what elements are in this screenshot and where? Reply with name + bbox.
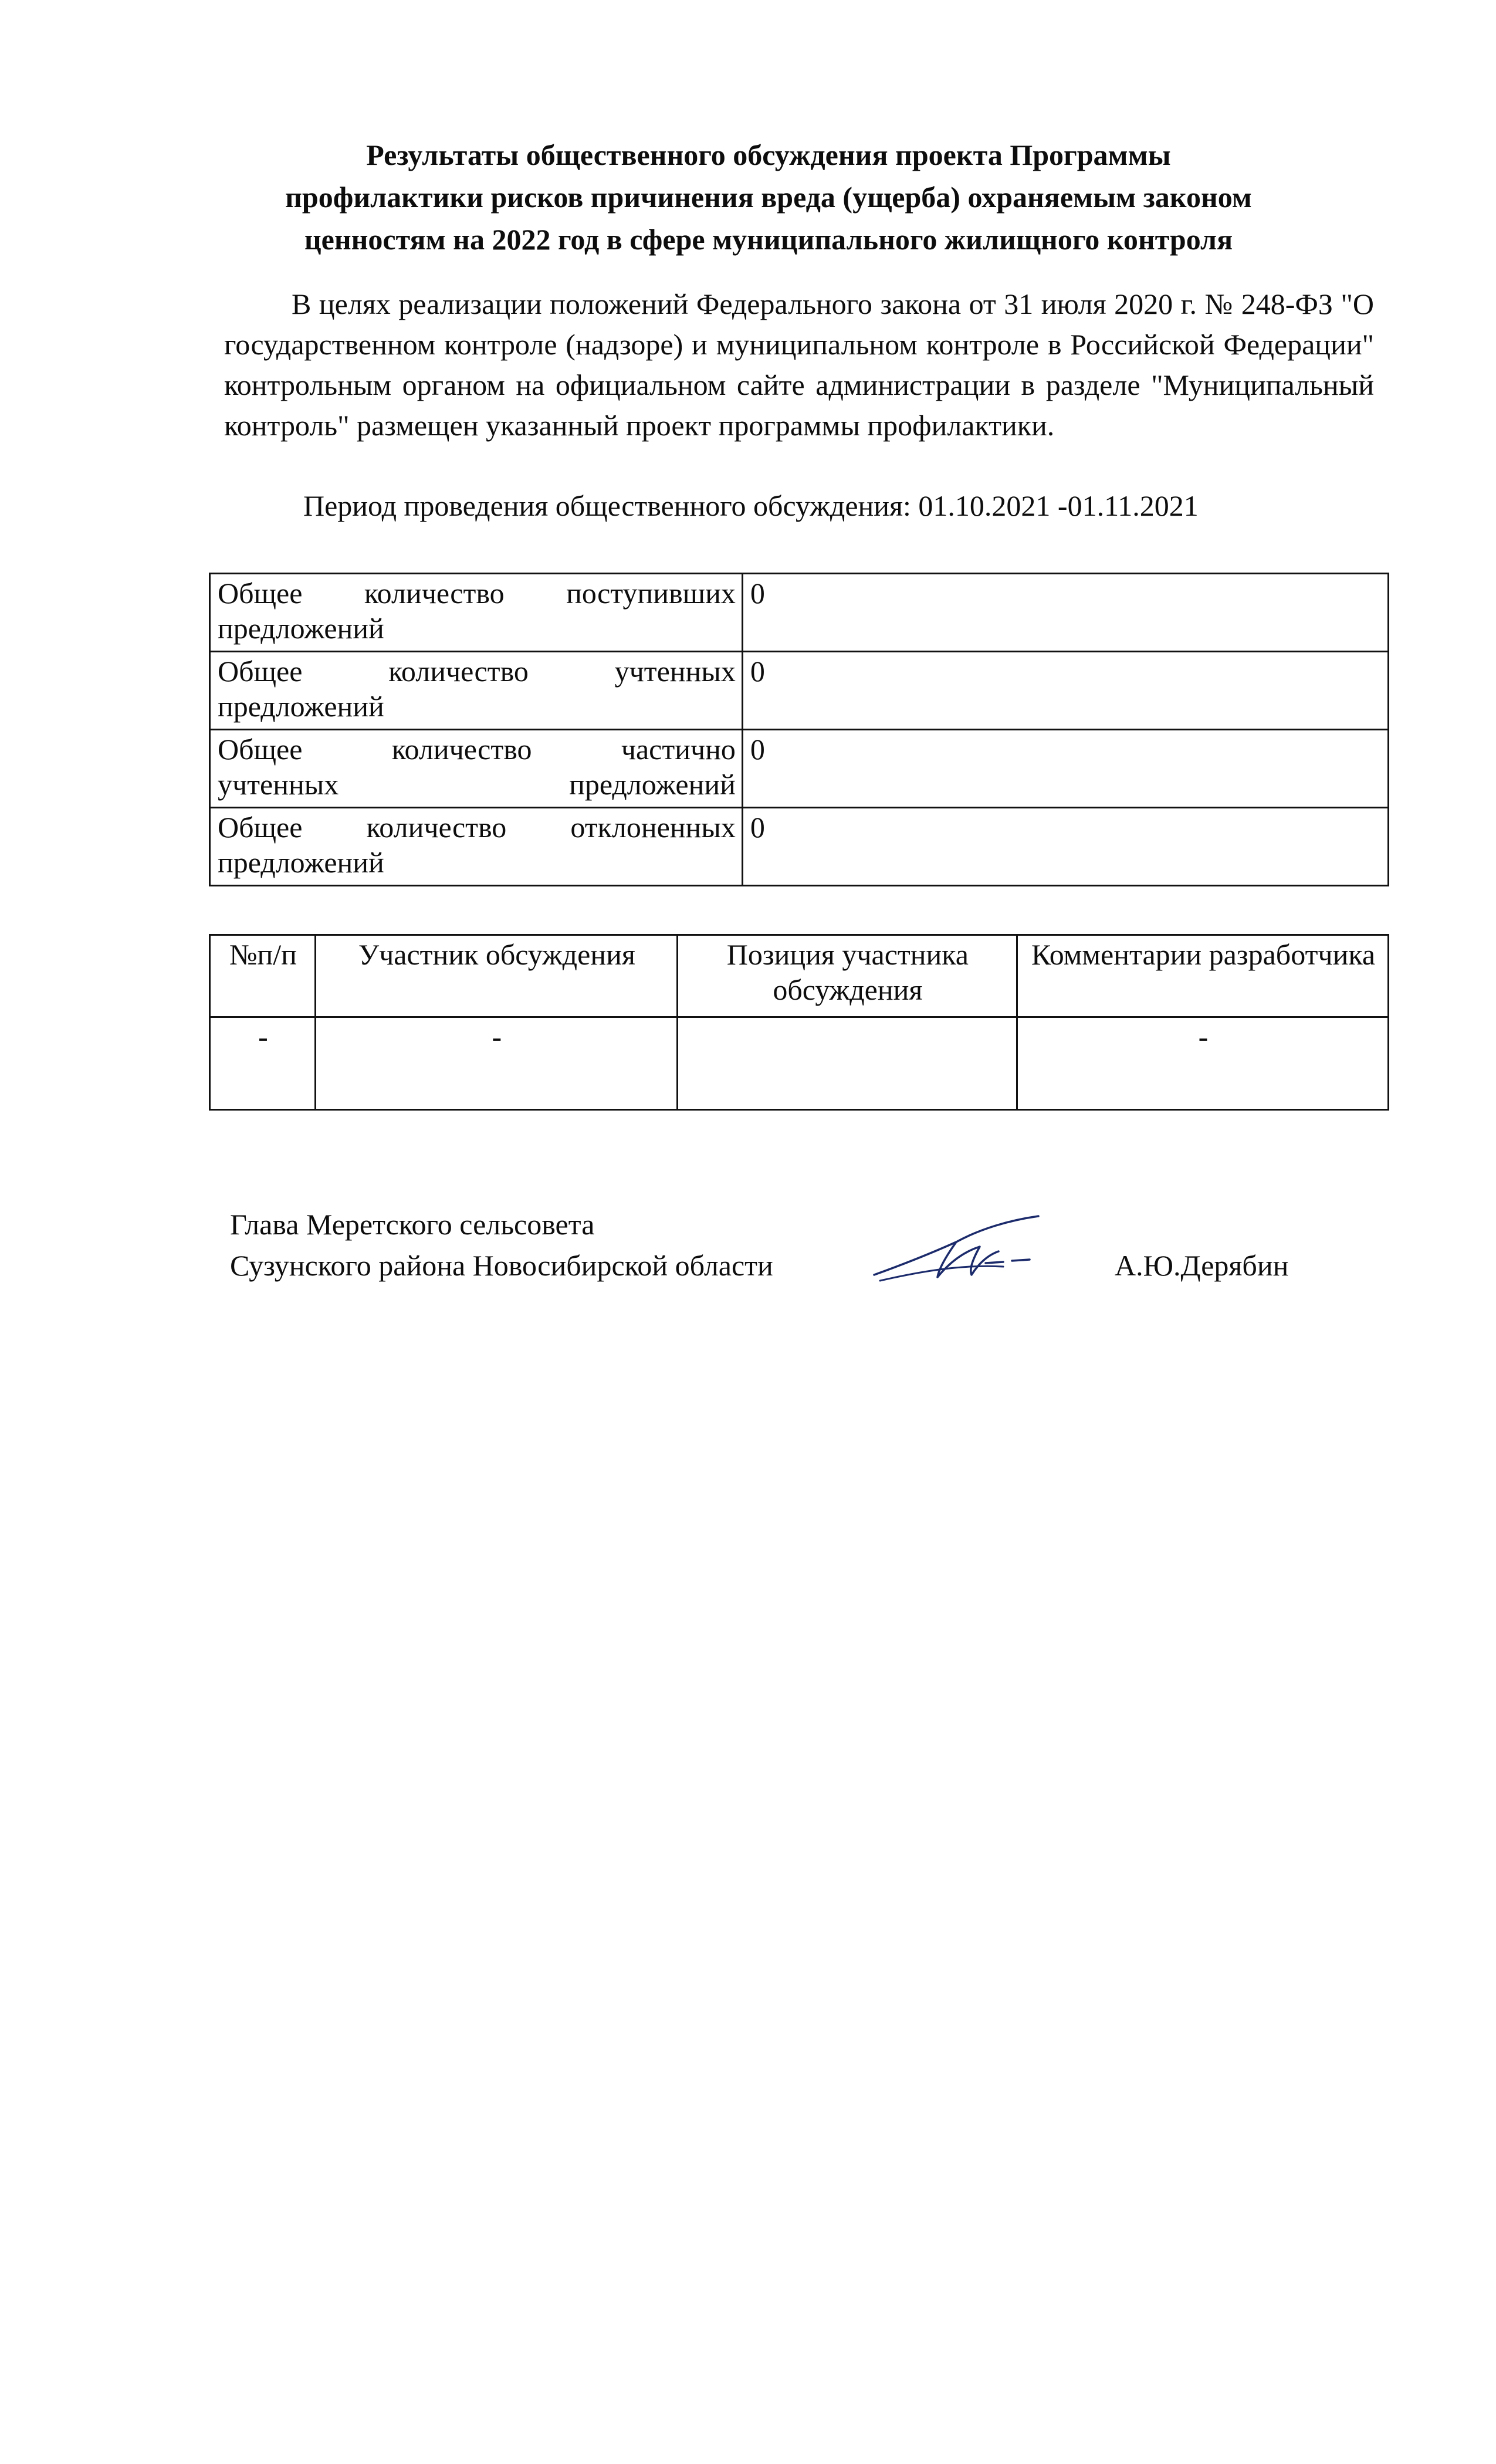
summary-label: Общее количество поступивших предложений xyxy=(210,574,743,652)
handwritten-signature xyxy=(868,1206,1044,1288)
header-position: Позиция участника обсуждения xyxy=(677,935,1017,1017)
header-participant: Участник обсуждения xyxy=(315,935,677,1017)
header-number: №п/п xyxy=(210,935,316,1017)
summary-label: Общее количество отклоненных предложений xyxy=(210,808,743,886)
summary-label: Общее количество частично учтенных предложений xyxy=(210,730,743,808)
summary-label: Общее количество учтенных предложений xyxy=(210,652,743,730)
cell-number: - xyxy=(210,1017,316,1110)
participants-table xyxy=(209,934,1389,1111)
signatory-position xyxy=(230,1204,773,1286)
period-paragraph: Период проведения общественного обсуждения: 01.10.2021 -01.11.2021 xyxy=(303,489,1199,522)
header-comments: Комментарии разработчика xyxy=(1017,935,1388,1017)
cell-participant: - xyxy=(315,1017,677,1110)
summary-value: 0 xyxy=(742,574,1388,652)
table-row xyxy=(210,574,1389,652)
cell-position xyxy=(677,1017,1017,1110)
title-line-3: ценностям на 2022 год в сфере муниципального жилищного контроля xyxy=(304,223,1233,256)
summary-value: 0 xyxy=(742,808,1388,886)
table-row xyxy=(210,808,1389,886)
table-row xyxy=(210,730,1389,808)
document-title xyxy=(199,134,1338,260)
summary-table xyxy=(209,573,1389,886)
signatory-name: А.Ю.Дерябин xyxy=(1115,1249,1289,1282)
title-line-2: профилактики рисков причинения вреда (ущерба) охраняемым законом xyxy=(285,181,1252,214)
position-line-1: Глава Меретского сельсовета xyxy=(230,1208,595,1241)
position-line-2: Сузунского района Новосибирской области xyxy=(230,1249,773,1282)
cell-comments: - xyxy=(1017,1017,1388,1110)
table-row xyxy=(210,652,1389,730)
table-header-row xyxy=(210,935,1389,1017)
table-row xyxy=(210,1017,1389,1110)
title-line-1: Результаты общественного обсуждения проекта Программы xyxy=(366,138,1171,171)
summary-value: 0 xyxy=(742,652,1388,730)
summary-value: 0 xyxy=(742,730,1388,808)
intro-paragraph: В целях реализации положений Федерального закона от 31 июля 2020 г. № 248-ФЗ "О государственном контроле (надзоре) и муниципальном контроле в Российской Федерации" контрольным органом на официальном сайте администрации в разделе "Муниципальный контроль" размещен указанный проект программы профилактики. xyxy=(224,287,1374,442)
